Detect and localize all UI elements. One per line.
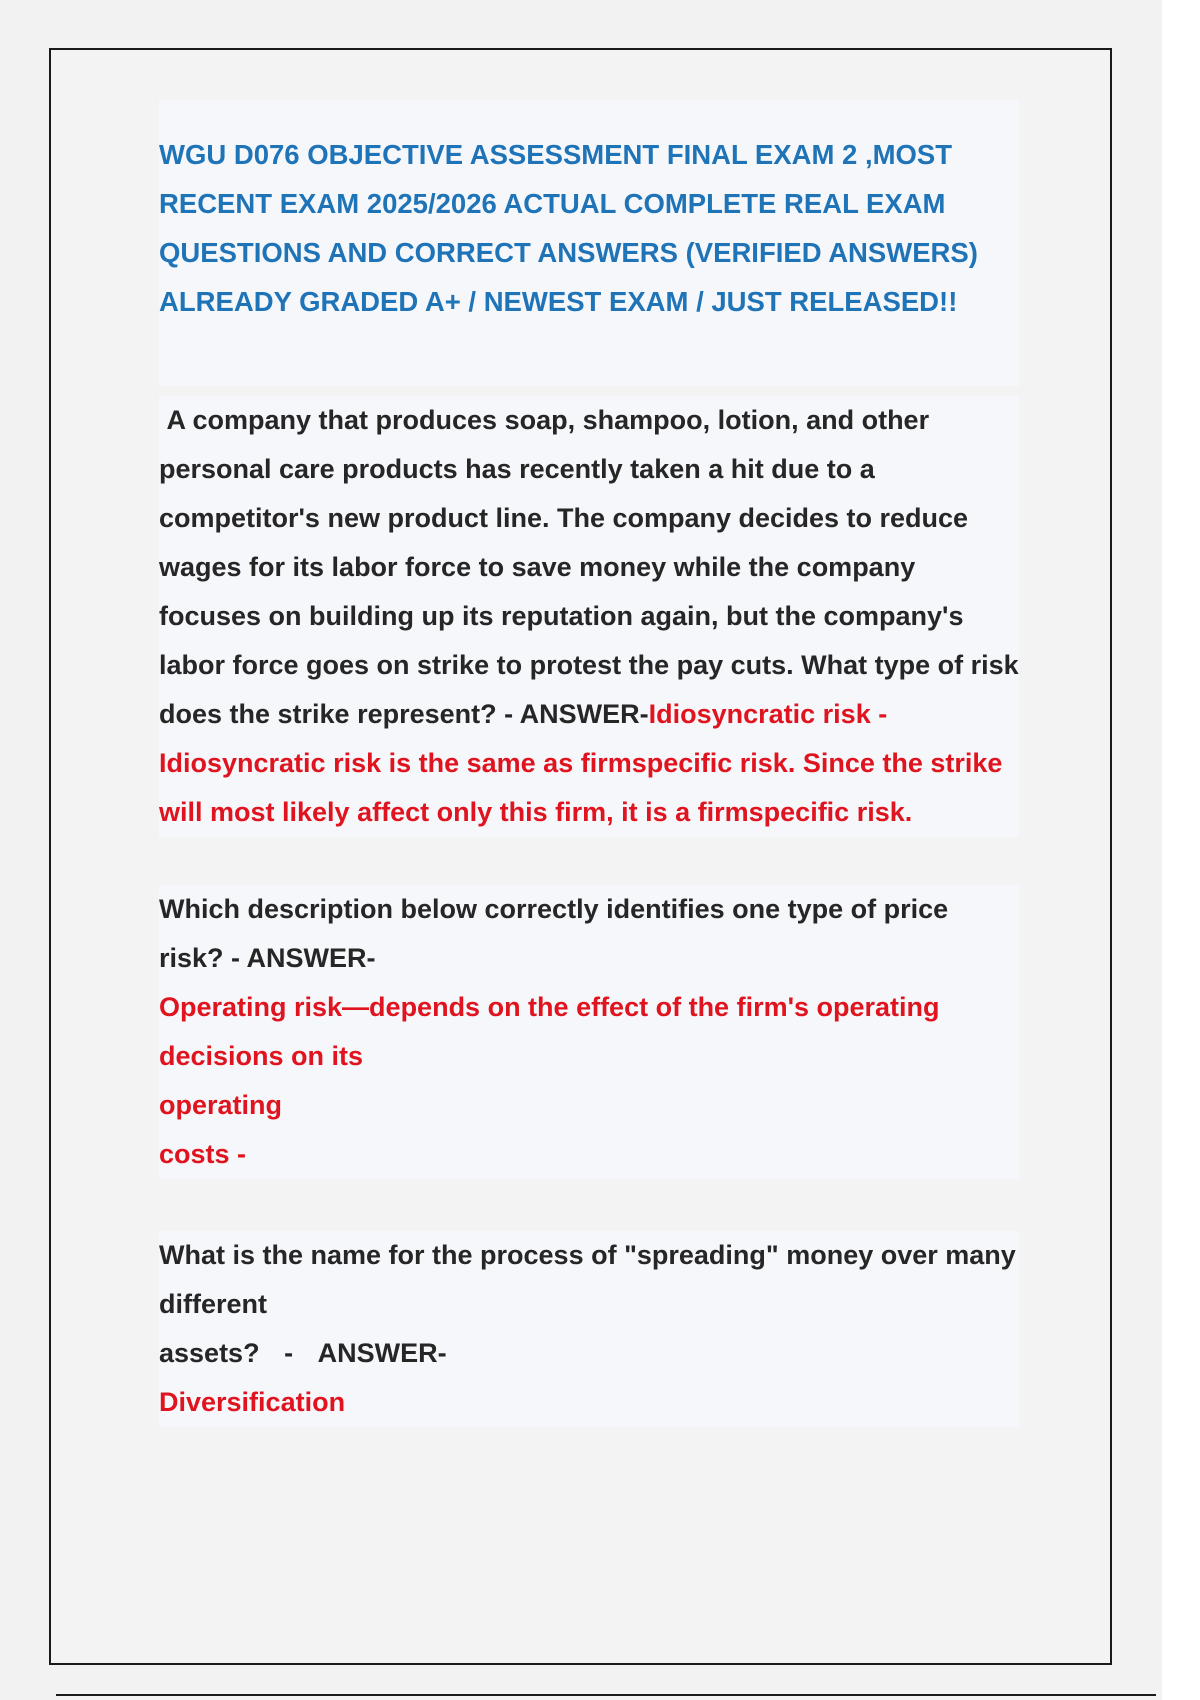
page-margin-strip [1162,0,1200,1700]
question-2 [159,885,1019,1179]
document-title: WGU D076 OBJECTIVE ASSESSMENT FINAL EXAM 2 ,MOST RECENT EXAM 2025/2026 ACTUAL COMPLETE REAL EXAM QUESTIONS AND CORRECT ANSWERS (VERIFIED ANSWERS) ALREADY GRADED A+ / NEWEST EXAM / JUST RELEASED!! [159,100,1019,386]
answer-2-line-2: operating [159,1090,283,1120]
question-1-text: A company that produces soap, shampoo, lotion, and other personal care products has recently taken a hit due to a competitor's new product line. The company decides to reduce wages for its labor force to save money while the company focuses on building up its reputation again, but the company's labor force goes on strike to protest the pay cuts. What type of risk does the strike represent? - ANSWER- [159,405,1019,729]
question-3-answer-label: ANSWER- [317,1338,447,1368]
page-content [159,100,1059,1427]
question-3-line-2: assets? [159,1338,260,1368]
question-2-text: Which description below correctly identifies one type of price risk? - ANSWER- [159,894,949,973]
question-3-dash: - [284,1338,294,1368]
document-page [49,48,1112,1665]
question-3-line-1: What is the name for the process of "spreading" money over many different [159,1240,1016,1319]
answer-3-text: Diversification [159,1387,346,1417]
answer-1-text: Idiosyncratic risk - Idiosyncratic risk is the same as firmspecific risk. Since the strike will most likely affect only this firm, it is a firmspecific risk. [159,699,1003,827]
bottom-divider [56,1694,1156,1696]
answer-2-line-1: Operating risk—depends on the effect of the firm's operating decisions on its [159,992,940,1071]
answer-2-line-3: costs - [159,1139,247,1169]
question-3 [159,1231,1019,1427]
question-1 [159,396,1019,837]
